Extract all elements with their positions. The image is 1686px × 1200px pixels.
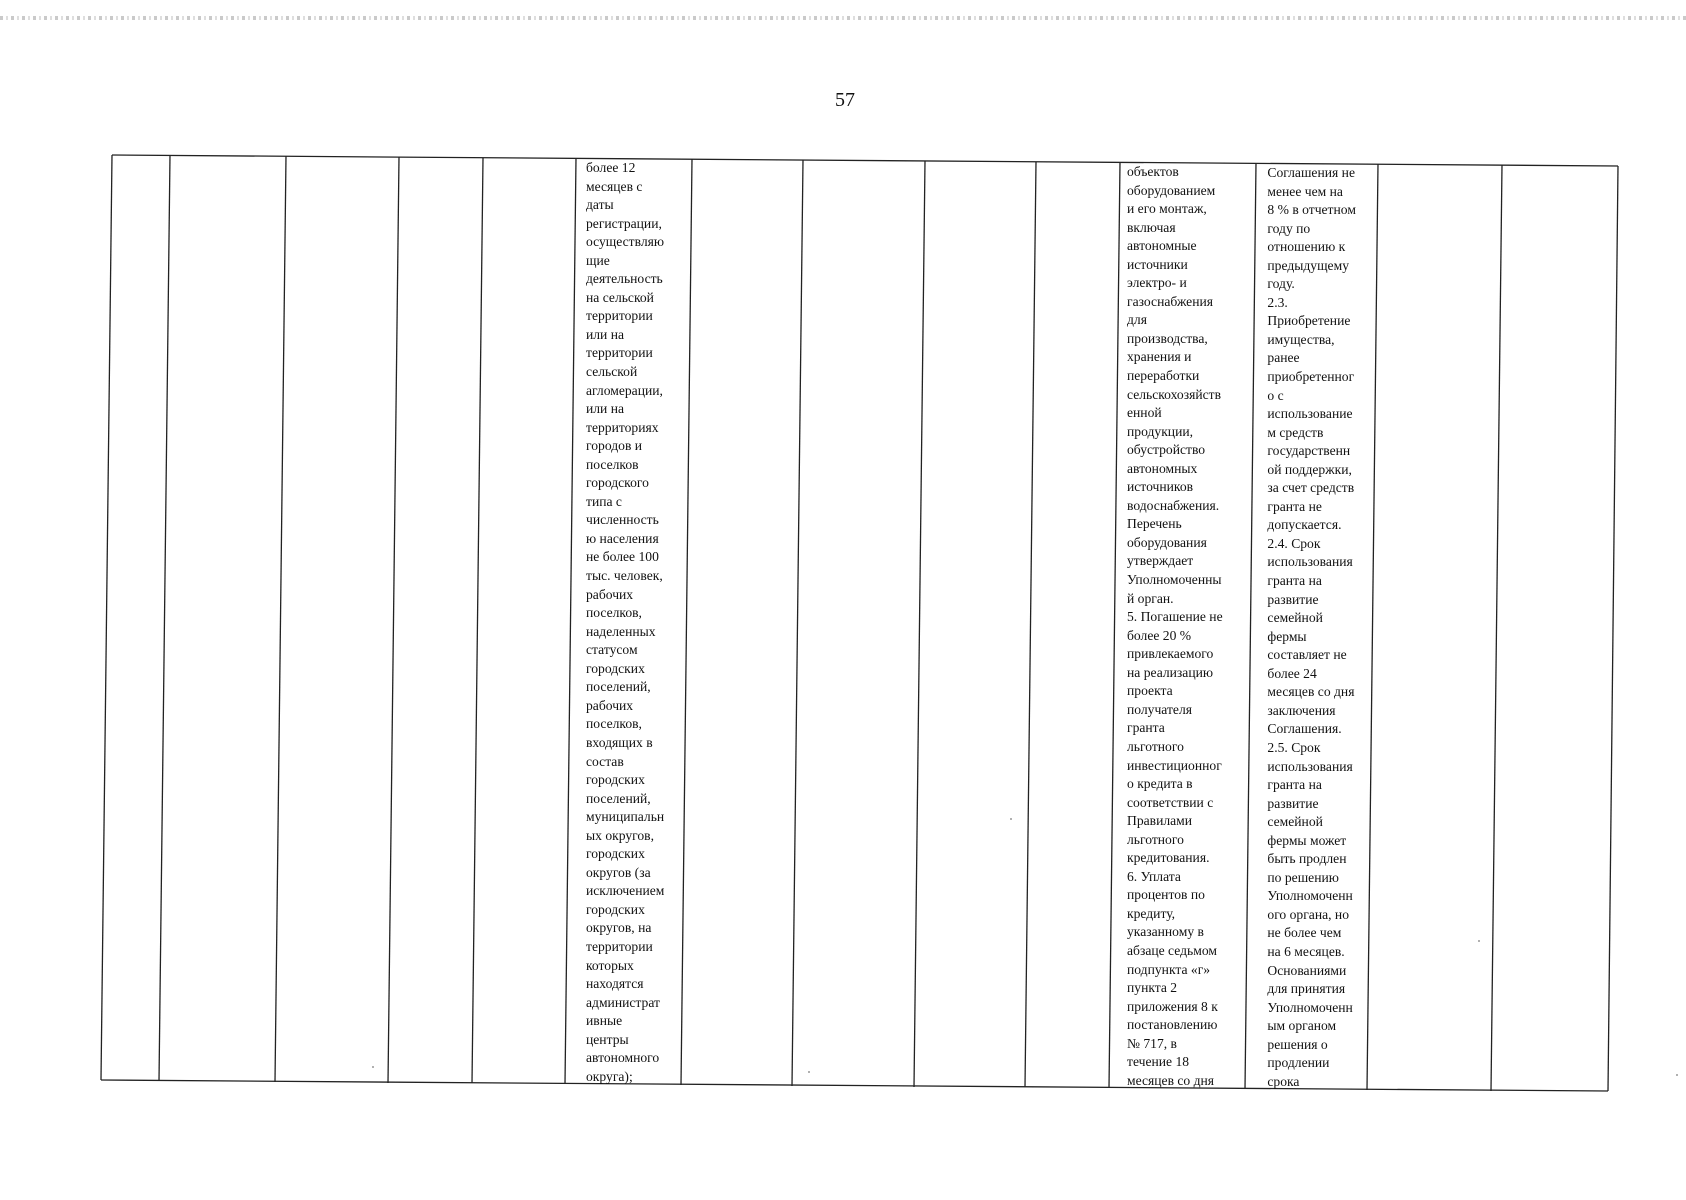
scan-speck	[1010, 818, 1012, 820]
table-bottom-border	[101, 1080, 1608, 1091]
col-divider-3	[388, 157, 399, 1083]
scan-speck	[808, 1071, 810, 1073]
table-right-border	[1608, 166, 1618, 1091]
col-divider-6	[681, 159, 692, 1085]
col-divider-5	[565, 158, 576, 1084]
col-divider-1	[159, 155, 170, 1081]
col-divider-4	[472, 158, 483, 1083]
col-divider-9	[1025, 162, 1036, 1087]
scan-speck	[372, 1066, 374, 1068]
col-divider-10	[1109, 162, 1120, 1088]
col-divider-8	[914, 161, 925, 1087]
table-top-border	[112, 155, 1618, 166]
table-cell-col6: более 12 месяцев с даты регистрации, осуществляю щие деятельность на сельской территории или на территории сельской агломерации, или на территориях городов и поселков городского типа с численность ю населения не более 100 тыс. человек, рабочих поселков, наделенных статусом городских поселений, рабочих поселков, входящих в состав городских поселений, муниципальн ых округов, городских округов (за исключением городских округов, на территории которых находятся администрат ивные центры автономного округа);	[586, 160, 665, 1084]
col-divider-11	[1245, 163, 1256, 1089]
scan-speck	[1478, 940, 1480, 942]
table-cell-col11: объектов оборудованием и его монтаж, включая автономные источники электро- и газоснабжения для производства, хранения и переработки сельскохозяйств енной продукции, обустройство автономных источников водоснабжения. Перечень оборудования утверждает Уполномоченны й орган. 5. Погашение не более 20 % привлекаемого на реализацию проекта получателя гранта льготного инвестиционног о кредита в соответствии с Правилами льготного кредитования. 6. Уплата процентов по кредиту, указанному в абзаце седьмом подпункта «г» пункта 2 приложения 8 к постановлению № 717, в течение 18 месяцев со дня	[1127, 164, 1223, 1088]
col-divider-7	[792, 160, 803, 1086]
col-divider-2	[275, 156, 286, 1082]
table-left-border	[101, 155, 112, 1080]
col-divider-12	[1367, 164, 1378, 1090]
scan-speck	[1676, 1074, 1678, 1076]
page-number: 57	[835, 89, 855, 111]
table-cell-col12: Соглашения не менее чем на 8 % в отчетном году по отношению к предыдущему году. 2.3. Приобретение имущества, ранее приобретенног о с использование м средств государственн ой поддержки, за счет средств гранта не допускается. 2.4. Срок использования гранта на развитие семейной фермы составляет не более 24 месяцев со дня заключения Соглашения. 2.5. Срок использования гранта на развитие семейной фермы может быть продлен по решению Уполномоченн ого органа, но не более чем на 6 месяцев. Основаниями для принятия Уполномоченн ым органом решения о продлении срока	[1267, 165, 1356, 1089]
col-divider-13	[1491, 165, 1502, 1091]
